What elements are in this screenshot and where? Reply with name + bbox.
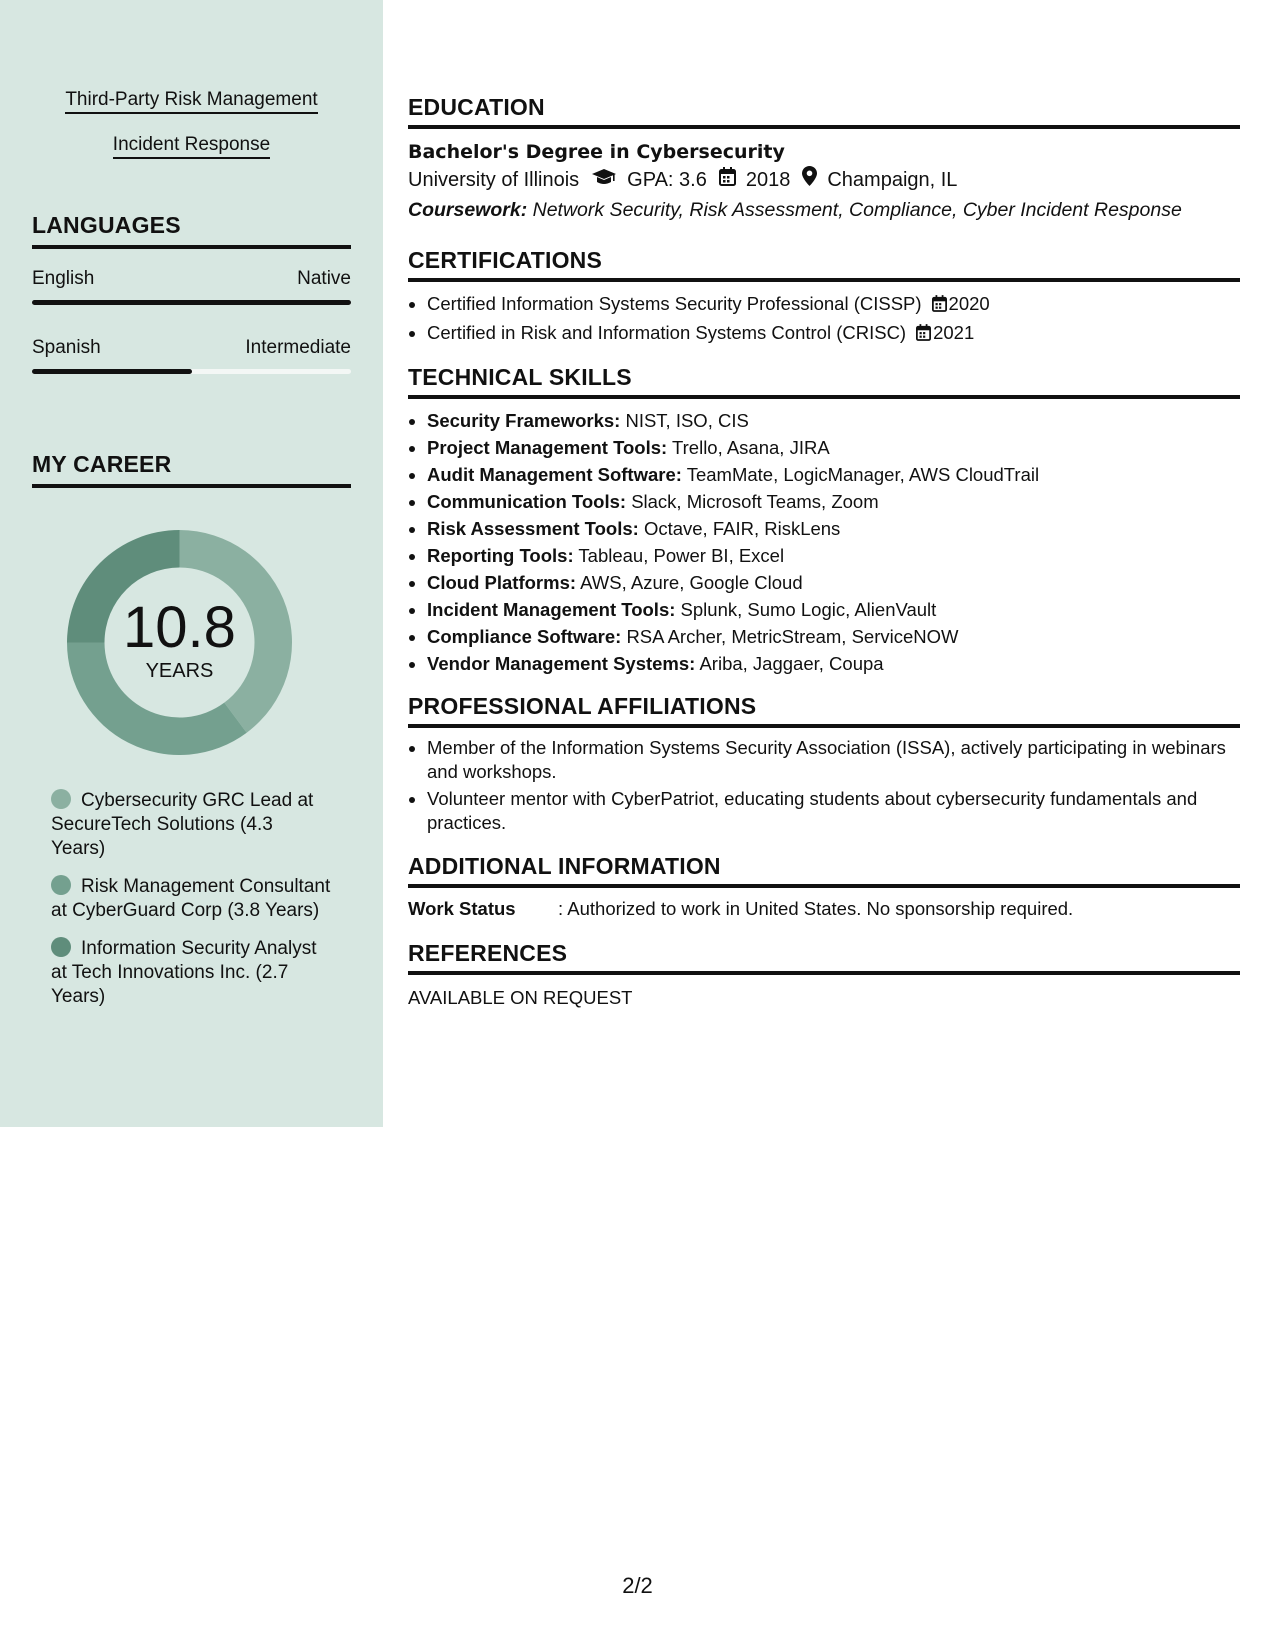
career-donut-center (67, 530, 292, 755)
additional-info-heading: ADDITIONAL INFORMATION (408, 853, 1240, 888)
graduation-cap-icon (591, 165, 617, 195)
language-bar (32, 369, 351, 374)
sidebar (0, 0, 383, 1127)
certification-name: Certified Information Systems Security Professional (CISSP) (427, 293, 922, 314)
calendar-icon (719, 165, 736, 195)
skill-label: Project Management Tools: (427, 437, 668, 458)
certifications-heading: CERTIFICATIONS (408, 247, 1240, 282)
skill-value: Tableau, Power BI, Excel (578, 545, 785, 566)
skill-value: TeamMate, LogicManager, AWS CloudTrail (686, 464, 1040, 485)
languages-heading: LANGUAGES (32, 212, 351, 249)
career-dot (51, 937, 71, 957)
skill-label: Security Frameworks: (427, 410, 621, 431)
language-row (32, 337, 351, 359)
skill-label: Incident Management Tools: (427, 599, 676, 620)
career-years-label: YEARS (145, 659, 214, 682)
skill-label: Cloud Platforms: (427, 572, 577, 593)
affiliation-item: • Member of the Information Systems Security Association (ISSA), actively participating in webinars and workshops. (427, 736, 1240, 784)
skill-tag-label: Incident Response (113, 134, 270, 159)
certification-item (427, 290, 1240, 319)
affiliation-item: • Volunteer mentor with CyberPatriot, educating students about cybersecurity fundamentals and practices. (427, 787, 1240, 835)
language-row (32, 268, 351, 290)
main-content (408, 94, 1240, 1009)
skill-tag (0, 133, 383, 157)
technical-skills-heading: TECHNICAL SKILLS (408, 364, 1240, 399)
skill-item (427, 623, 1240, 650)
certification-name: Certified in Risk and Information Systems Control (CRISC) (427, 322, 907, 343)
skill-value: Slack, Microsoft Teams, Zoom (631, 491, 879, 512)
skill-value: NIST, ISO, CIS (625, 410, 749, 431)
certifications-list (408, 290, 1240, 348)
school-location: Champaign, IL (827, 169, 958, 191)
work-status-label: Work Status (408, 898, 516, 919)
language-name: English (32, 268, 95, 289)
references-heading: REFERENCES (408, 940, 1240, 975)
work-status-value: : Authorized to work in United States. No sponsorship required. (558, 898, 1074, 919)
career-donut-chart (67, 530, 292, 755)
page-number: 2/2 (622, 1573, 653, 1598)
gpa: GPA: 3.6 (627, 169, 707, 191)
career-item (51, 937, 331, 1009)
work-status-row (408, 898, 1240, 920)
skill-label: Reporting Tools: (427, 545, 574, 566)
technical-skills-list (408, 407, 1240, 677)
calendar-icon (932, 292, 947, 319)
career-heading: MY CAREER (32, 451, 351, 488)
coursework (408, 195, 1240, 225)
career-item (51, 789, 331, 861)
education-meta (408, 165, 1240, 195)
language-level: Intermediate (245, 337, 351, 358)
skill-label: Vendor Management Systems: (427, 653, 696, 674)
skill-value: Ariba, Jaggaer, Coupa (699, 653, 884, 674)
career-total-years: 10.8 (123, 594, 236, 660)
graduation-year: 2018 (745, 169, 791, 191)
coursework-label: Coursework: (408, 199, 528, 221)
skill-label: Compliance Software: (427, 626, 622, 647)
degree-title: Bachelor's Degree in Cybersecurity (408, 141, 785, 163)
references-text: AVAILABLE ON REQUEST (408, 987, 633, 1008)
skill-label: Communication Tools: (427, 491, 627, 512)
skill-tag (0, 88, 383, 112)
skill-item (427, 434, 1240, 461)
certification-year: 2020 (948, 293, 990, 314)
education-heading: EDUCATION (408, 94, 1240, 129)
certification-year: 2021 (933, 322, 975, 343)
skill-label: Audit Management Software: (427, 464, 682, 485)
career-item (51, 875, 331, 923)
skill-value: AWS, Azure, Google Cloud (580, 572, 803, 593)
skill-label: Risk Assessment Tools: (427, 518, 639, 539)
affiliations-heading: PROFESSIONAL AFFILIATIONS (408, 693, 1240, 728)
certification-item (427, 319, 1240, 348)
language-name: Spanish (32, 337, 101, 358)
coursework-list: Network Security, Risk Assessment, Compliance, Cyber Incident Response (532, 199, 1182, 221)
skill-value: Octave, FAIR, RiskLens (643, 518, 841, 539)
career-item-text: Cybersecurity GRC Lead at SecureTech Solutions (4.3 Years) (51, 790, 314, 859)
career-item-text: Risk Management Consultant at CyberGuard Corp (3.8 Years) (51, 876, 331, 921)
school-name: University of Illinois (408, 169, 580, 191)
skill-item (427, 542, 1240, 569)
career-dot (51, 789, 71, 809)
language-level: Native (297, 268, 351, 289)
language-bar-fill (32, 369, 192, 374)
skill-item (427, 488, 1240, 515)
calendar-icon (916, 321, 931, 348)
skill-value: Splunk, Sumo Logic, AlienVault (680, 599, 937, 620)
skill-item (427, 569, 1240, 596)
career-item-text: Information Security Analyst at Tech Innovations Inc. (2.7 Years) (51, 938, 317, 1007)
language-bar (32, 300, 351, 305)
skill-item (427, 515, 1240, 542)
skill-item (427, 650, 1240, 677)
skill-tag-label: Third-Party Risk Management (65, 89, 317, 114)
affiliations-list (408, 736, 1240, 835)
skill-item (427, 407, 1240, 434)
skill-item (427, 461, 1240, 488)
skill-value: Trello, Asana, JIRA (672, 437, 830, 458)
language-bar-fill (32, 300, 351, 305)
map-pin-icon (802, 165, 817, 195)
career-dot (51, 875, 71, 895)
skill-item (427, 596, 1240, 623)
career-list (51, 789, 331, 1023)
skill-value: RSA Archer, MetricStream, ServiceNOW (626, 626, 959, 647)
